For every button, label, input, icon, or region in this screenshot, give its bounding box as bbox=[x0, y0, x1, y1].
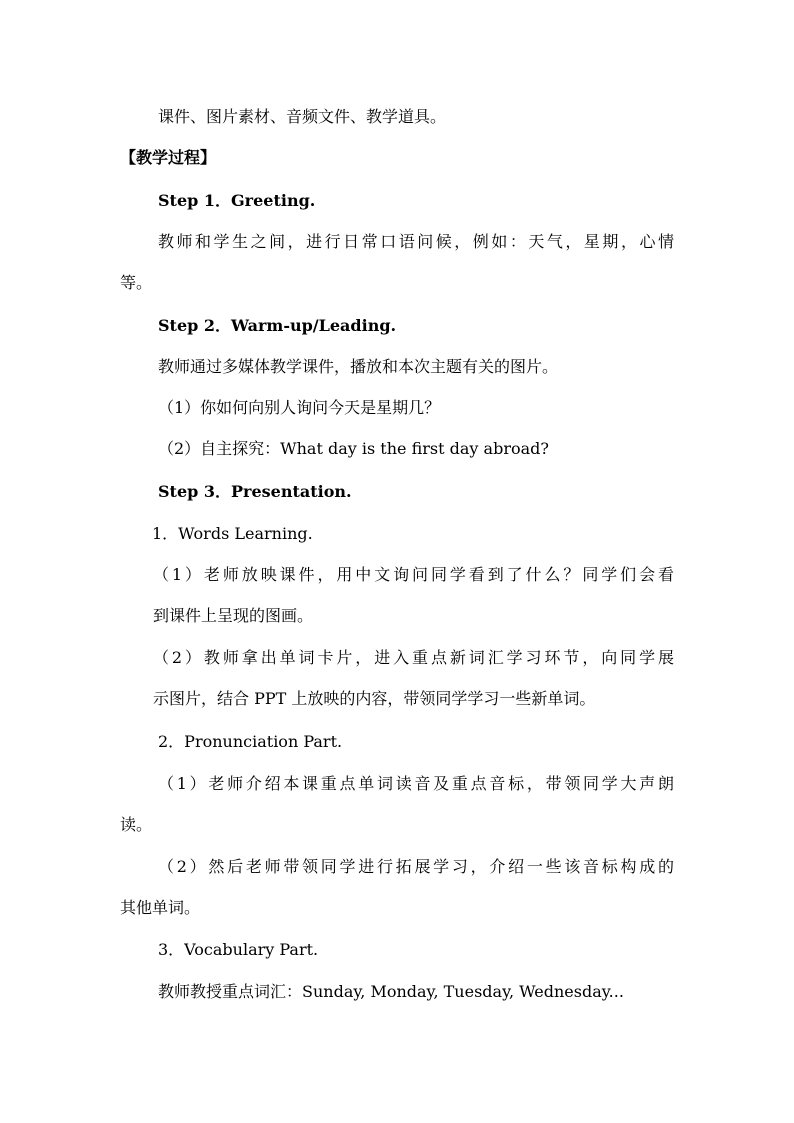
step1-body-line2: 等。 bbox=[120, 273, 153, 292]
part2-item1-line2: 读。 bbox=[120, 815, 153, 834]
part1-item1-line1: （1）老师放映课件，用中文询问同学看到了什么？同学们会看 bbox=[153, 565, 674, 584]
step2-question-1: （1）你如何向别人询问今天是星期几？ bbox=[158, 398, 441, 417]
part1-item2-line2: 示图片，结合 PPT 上放映的内容，带领同学学习一些新单词。 bbox=[153, 689, 596, 708]
step2-body: 教师通过多媒体教学课件，播放和本次主题有关的图片。 bbox=[158, 357, 559, 376]
step1-title: Step 1．Greeting. bbox=[158, 191, 316, 210]
step1-body-line1: 教师和学生之间，进行日常口语问候，例如：天气，星期，心情 bbox=[158, 232, 674, 251]
part2-item2-line2: 其他单词。 bbox=[120, 898, 201, 917]
step2-question-2: （2）自主探究：What day is the first day abroad? bbox=[158, 439, 549, 458]
step2-title: Step 2．Warm-up/Leading. bbox=[158, 316, 397, 335]
materials-line: 课件、图片素材、音频文件、教学道具。 bbox=[158, 107, 447, 126]
section-heading: 【教学过程】 bbox=[120, 148, 217, 167]
part1-item2-line1: （2）教师拿出单词卡片，进入重点新词汇学习环节，向同学展 bbox=[153, 648, 674, 667]
part3-title: 3．Vocabulary Part. bbox=[158, 940, 319, 959]
part1-title: 1．Words Learning. bbox=[152, 524, 313, 543]
part3-body: 教师教授重点词汇：Sunday, Monday, Tuesday, Wednesday... bbox=[158, 982, 624, 1001]
part2-item2-line1: （2）然后老师带领同学进行拓展学习，介绍一些该音标构成的 bbox=[158, 857, 674, 876]
part1-item1-line2: 到课件上呈现的图画。 bbox=[153, 606, 314, 625]
part2-title: 2．Pronunciation Part. bbox=[158, 732, 343, 751]
step3-title: Step 3．Presentation. bbox=[158, 482, 352, 501]
part2-item1-line1: （1）老师介绍本课重点单词读音及重点音标，带领同学大声朗 bbox=[158, 774, 674, 793]
